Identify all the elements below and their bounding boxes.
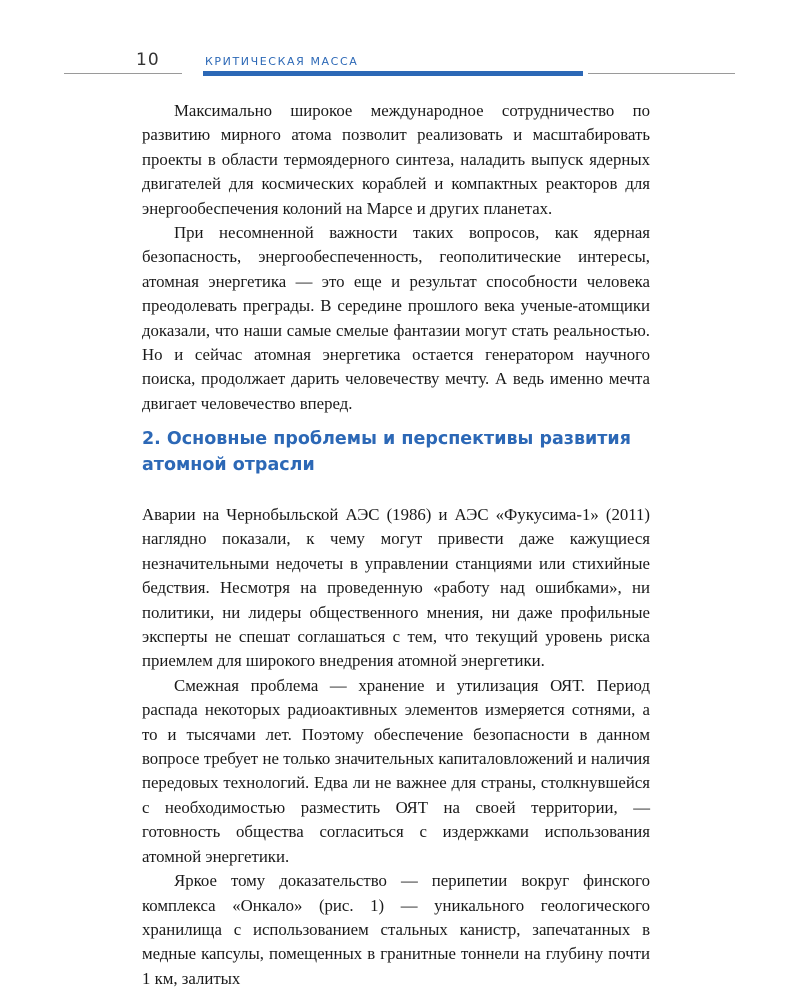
page-header — [0, 0, 800, 90]
header-accent-bar — [203, 71, 583, 76]
intro-paragraph-1: Максимально широкое международное сотрудничество по развитию мирного атома позволит реализовать и масштабировать проекты в области термоядерного синтеза, наладить выпуск ядерных двигателей для космических кораблей и компактных реакторов для энергообеспечения колоний на Марсе и других планетах. — [142, 101, 650, 218]
section-paragraph-2: Смежная проблема — хранение и утилизация ОЯТ. Период распада некоторых радиоактивных элементов измеряется сотнями, а то и тысячами лет. Поэтому обеспечение безопасности в данном вопросе требует не только значительных капиталовложений и наличия передовых технологий. Едва ли не важнее для страны, столкнувшейся с необходимостью разместить ОЯТ на своей территории, — готовность общества согласиться с издержками использования атомной энергетики. — [142, 675, 650, 866]
intro-text-block — [142, 99, 650, 416]
page-number: 10 — [136, 50, 160, 70]
section-paragraph-3: Яркое тому доказательство — перипетии вокруг финского комплекса «Онкало» (рис. 1) — уникального геологического хранилища с использованием стальных канистр, запечатанных в медные капсулы, помещенных в гранитные тоннели на глубину почти 1 км, залитых — [142, 871, 650, 988]
running-title: КРИТИЧЕСКАЯ МАССА — [205, 55, 359, 68]
header-rule-left — [64, 73, 182, 74]
header-rule-right — [588, 73, 735, 74]
section-heading: 2. Основные проблемы и перспективы развития атомной отрасли — [142, 429, 631, 475]
section-text-block — [142, 503, 650, 991]
section-paragraph-1: Аварии на Чернобыльской АЭС (1986) и АЭС «Фукусима-1» (2011) наглядно показали, к чему могут привести даже кажущиеся незначительными недочеты в управлении станциями или стихийные бедствия. Несмотря на проведенную «работу над ошибками», ни политики, ни лидеры общественного мнения, ни даже профильные эксперты не спешат соглашаться с тем, что текущий уровень риска приемлем для широкого внедрения атомной энергетики. — [142, 505, 650, 671]
intro-paragraph-2: При несомненной важности таких вопросов, как ядерная безопасность, энергообеспеченность, геополитические интересы, атомная энергетика — это еще и результат способности человека преодолевать преграды. В середине прошлого века ученые-атомщики доказали, что наши самые смелые фантазии могут стать реальностью. Но и сейчас атомная энергетика остается генератором научного поиска, продолжает дарить человечеству мечту. А ведь именно мечта двигает человечество вперед. — [142, 223, 650, 413]
